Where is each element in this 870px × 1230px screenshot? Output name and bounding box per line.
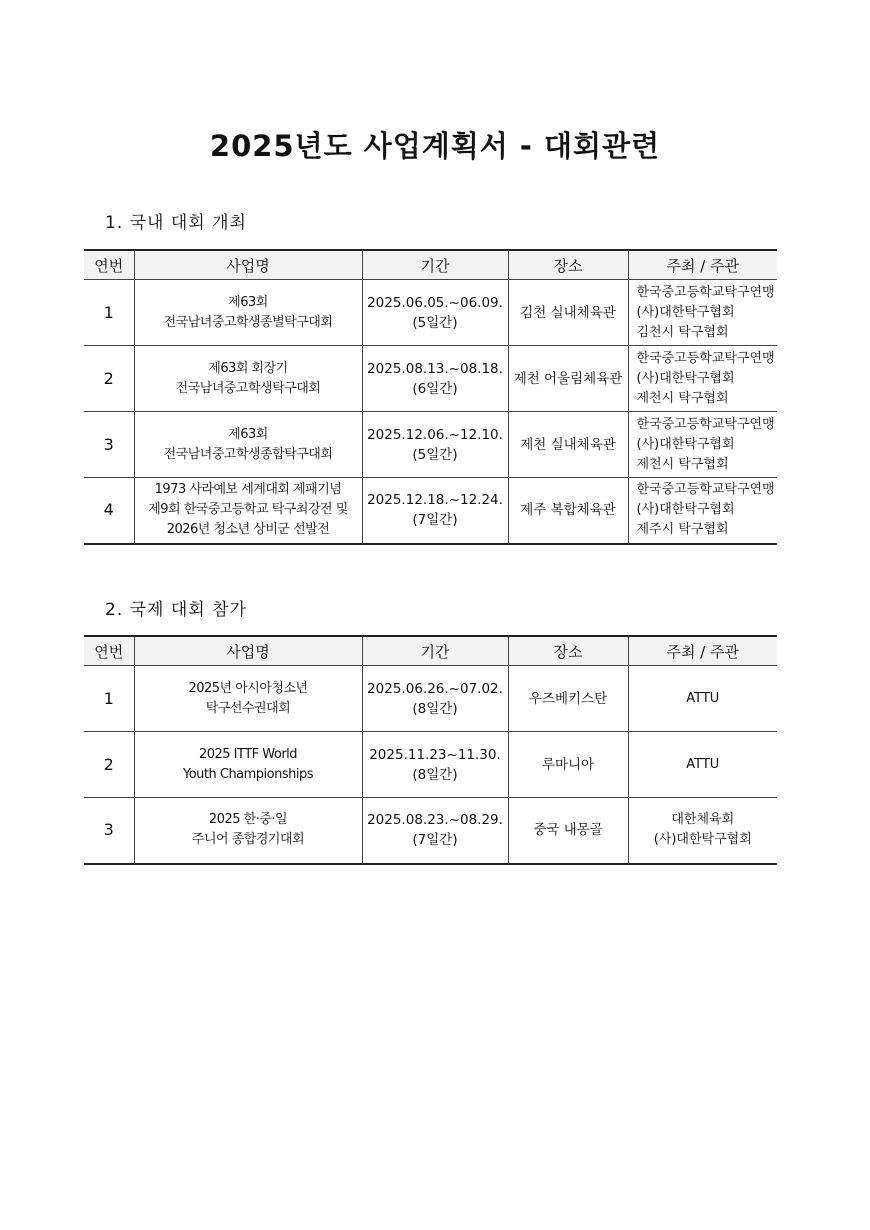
cell-event-name-line: 전국남녀중고학생탁구대회 (175, 380, 321, 396)
cell-event-name-line: 2025년 아시아청소년 (188, 680, 308, 696)
cell-period (362, 412, 508, 478)
cell-event-name (134, 666, 362, 732)
cell-period-line: 2025.11.23~11.30. (369, 746, 501, 763)
cell-event-name-line: 주니어 종합경기대회 (191, 832, 305, 848)
cell-event-name (134, 412, 362, 478)
cell-event-name-line: 제63회 (228, 426, 268, 442)
cell-venue: 우즈베키스탄 (508, 666, 628, 732)
cell-no: 2 (84, 346, 134, 412)
cell-period-line: 2025.08.23.~08.29. (367, 812, 503, 829)
cell-period-line: 2025.06.26.~07.02. (367, 680, 503, 697)
cell-venue: 김천 실내체육관 (508, 280, 628, 346)
table-row (84, 280, 777, 346)
header-period: 기간 (362, 250, 508, 280)
header-host: 주최 / 주관 (628, 636, 777, 666)
cell-no: 3 (84, 412, 134, 478)
cell-event-name-line: 탁구선수권대회 (205, 700, 291, 716)
cell-period (362, 666, 508, 732)
cell-period-line: (7일간) (412, 832, 458, 849)
cell-host-line: (사)대한탁구협회 (636, 502, 735, 518)
cell-event-name-line: 1973 사라예보 세계대회 제패기념 (154, 482, 342, 498)
cell-event-name-line: 2025 한·중·일 (208, 812, 288, 828)
cell-event-name (134, 346, 362, 412)
table-row (84, 478, 777, 544)
cell-event-name-line: 전국남녀중고학생종합탁구대회 (163, 446, 333, 462)
cell-event-name-line: 제63회 회장기 (208, 360, 288, 376)
cell-host-line: 한국중고등학교탁구연맹 (636, 416, 775, 432)
cell-event-name-line: 2026년 청소년 상비군 선발전 (166, 522, 330, 538)
header-name: 사업명 (134, 636, 362, 666)
table-row (84, 412, 777, 478)
cell-period-line: (5일간) (412, 446, 458, 463)
cell-period-line: 2025.12.06.~12.10. (367, 426, 503, 443)
cell-host (628, 798, 777, 864)
cell-no: 1 (84, 280, 134, 346)
cell-host-line: (사)대한탁구협회 (636, 370, 735, 386)
cell-period (362, 346, 508, 412)
cell-period-line: (8일간) (412, 766, 458, 783)
cell-period-line: 2025.06.05.~06.09. (367, 294, 503, 311)
cell-event-name-line: 제63회 (228, 294, 268, 310)
header-no: 연번 (84, 636, 134, 666)
cell-period (362, 478, 508, 544)
international-events-table (84, 635, 777, 865)
header-venue: 장소 (508, 250, 628, 280)
cell-host-line: (사)대한탁구협회 (636, 304, 735, 320)
cell-no: 2 (84, 732, 134, 798)
cell-host-line: 제천시 탁구협회 (636, 390, 729, 406)
cell-host-line: ATTU (686, 690, 720, 706)
cell-period-line: 2025.08.13.~08.18. (367, 360, 503, 377)
cell-host-line: (사)대한탁구협회 (636, 436, 735, 452)
cell-host-line: 한국중고등학교탁구연맹 (636, 284, 775, 300)
cell-venue: 제천 어울림체육관 (508, 346, 628, 412)
cell-host-line: 김천시 탁구협회 (636, 324, 729, 340)
domestic-events-table (84, 249, 777, 545)
cell-event-name (134, 280, 362, 346)
cell-host-line: 한국중고등학교탁구연맹 (636, 482, 775, 498)
cell-host (628, 280, 777, 346)
cell-period-line: (8일간) (412, 700, 458, 717)
table-row (84, 732, 777, 798)
table-header-row (84, 636, 777, 666)
cell-event-name (134, 732, 362, 798)
cell-no: 1 (84, 666, 134, 732)
cell-event-name-line: 전국남녀중고학생종별탁구대회 (163, 314, 333, 330)
cell-period (362, 798, 508, 864)
cell-host (628, 412, 777, 478)
header-name: 사업명 (134, 250, 362, 280)
table-row (84, 666, 777, 732)
cell-host-line: 한국중고등학교탁구연맹 (636, 350, 775, 366)
cell-period (362, 280, 508, 346)
cell-event-name-line: 2025 ITTF World (198, 746, 298, 762)
header-host: 주최 / 주관 (628, 250, 777, 280)
header-venue: 장소 (508, 636, 628, 666)
cell-venue: 제주 복합체육관 (508, 478, 628, 544)
cell-host (628, 478, 777, 544)
table-header-row (84, 250, 777, 280)
cell-venue: 중국 내몽골 (508, 798, 628, 864)
cell-host-line: ATTU (686, 756, 720, 772)
cell-host-line: 제천시 탁구협회 (636, 456, 729, 472)
cell-period (362, 732, 508, 798)
table-row (84, 798, 777, 864)
cell-venue: 루마니아 (508, 732, 628, 798)
cell-period-line: 2025.12.18.~12.24. (367, 492, 503, 509)
cell-event-name (134, 798, 362, 864)
cell-host-line: 제주시 탁구협회 (636, 522, 729, 538)
cell-host (628, 346, 777, 412)
section-heading-domestic: 1. 국내 대회 개최 (105, 213, 247, 233)
cell-host (628, 732, 777, 798)
cell-venue: 제천 실내체육관 (508, 412, 628, 478)
cell-period-line: (7일간) (412, 512, 458, 529)
header-no: 연번 (84, 250, 134, 280)
cell-no: 4 (84, 478, 134, 544)
cell-event-name-line: Youth Championships (182, 766, 314, 782)
cell-period-line: (6일간) (412, 380, 458, 397)
cell-no: 3 (84, 798, 134, 864)
cell-host (628, 666, 777, 732)
header-period: 기간 (362, 636, 508, 666)
cell-host-line: (사)대한탁구협회 (653, 832, 752, 848)
table-row (84, 346, 777, 412)
cell-host-line: 대한체육회 (671, 812, 735, 828)
cell-event-name-line: 제9회 한국중고등학교 탁구최강전 및 (148, 502, 348, 518)
section-heading-international: 2. 국제 대회 참가 (105, 600, 247, 620)
cell-event-name (134, 478, 362, 544)
document-title: 2025년도 사업계획서 - 대회관련 (209, 129, 661, 163)
cell-period-line: (5일간) (412, 314, 458, 331)
